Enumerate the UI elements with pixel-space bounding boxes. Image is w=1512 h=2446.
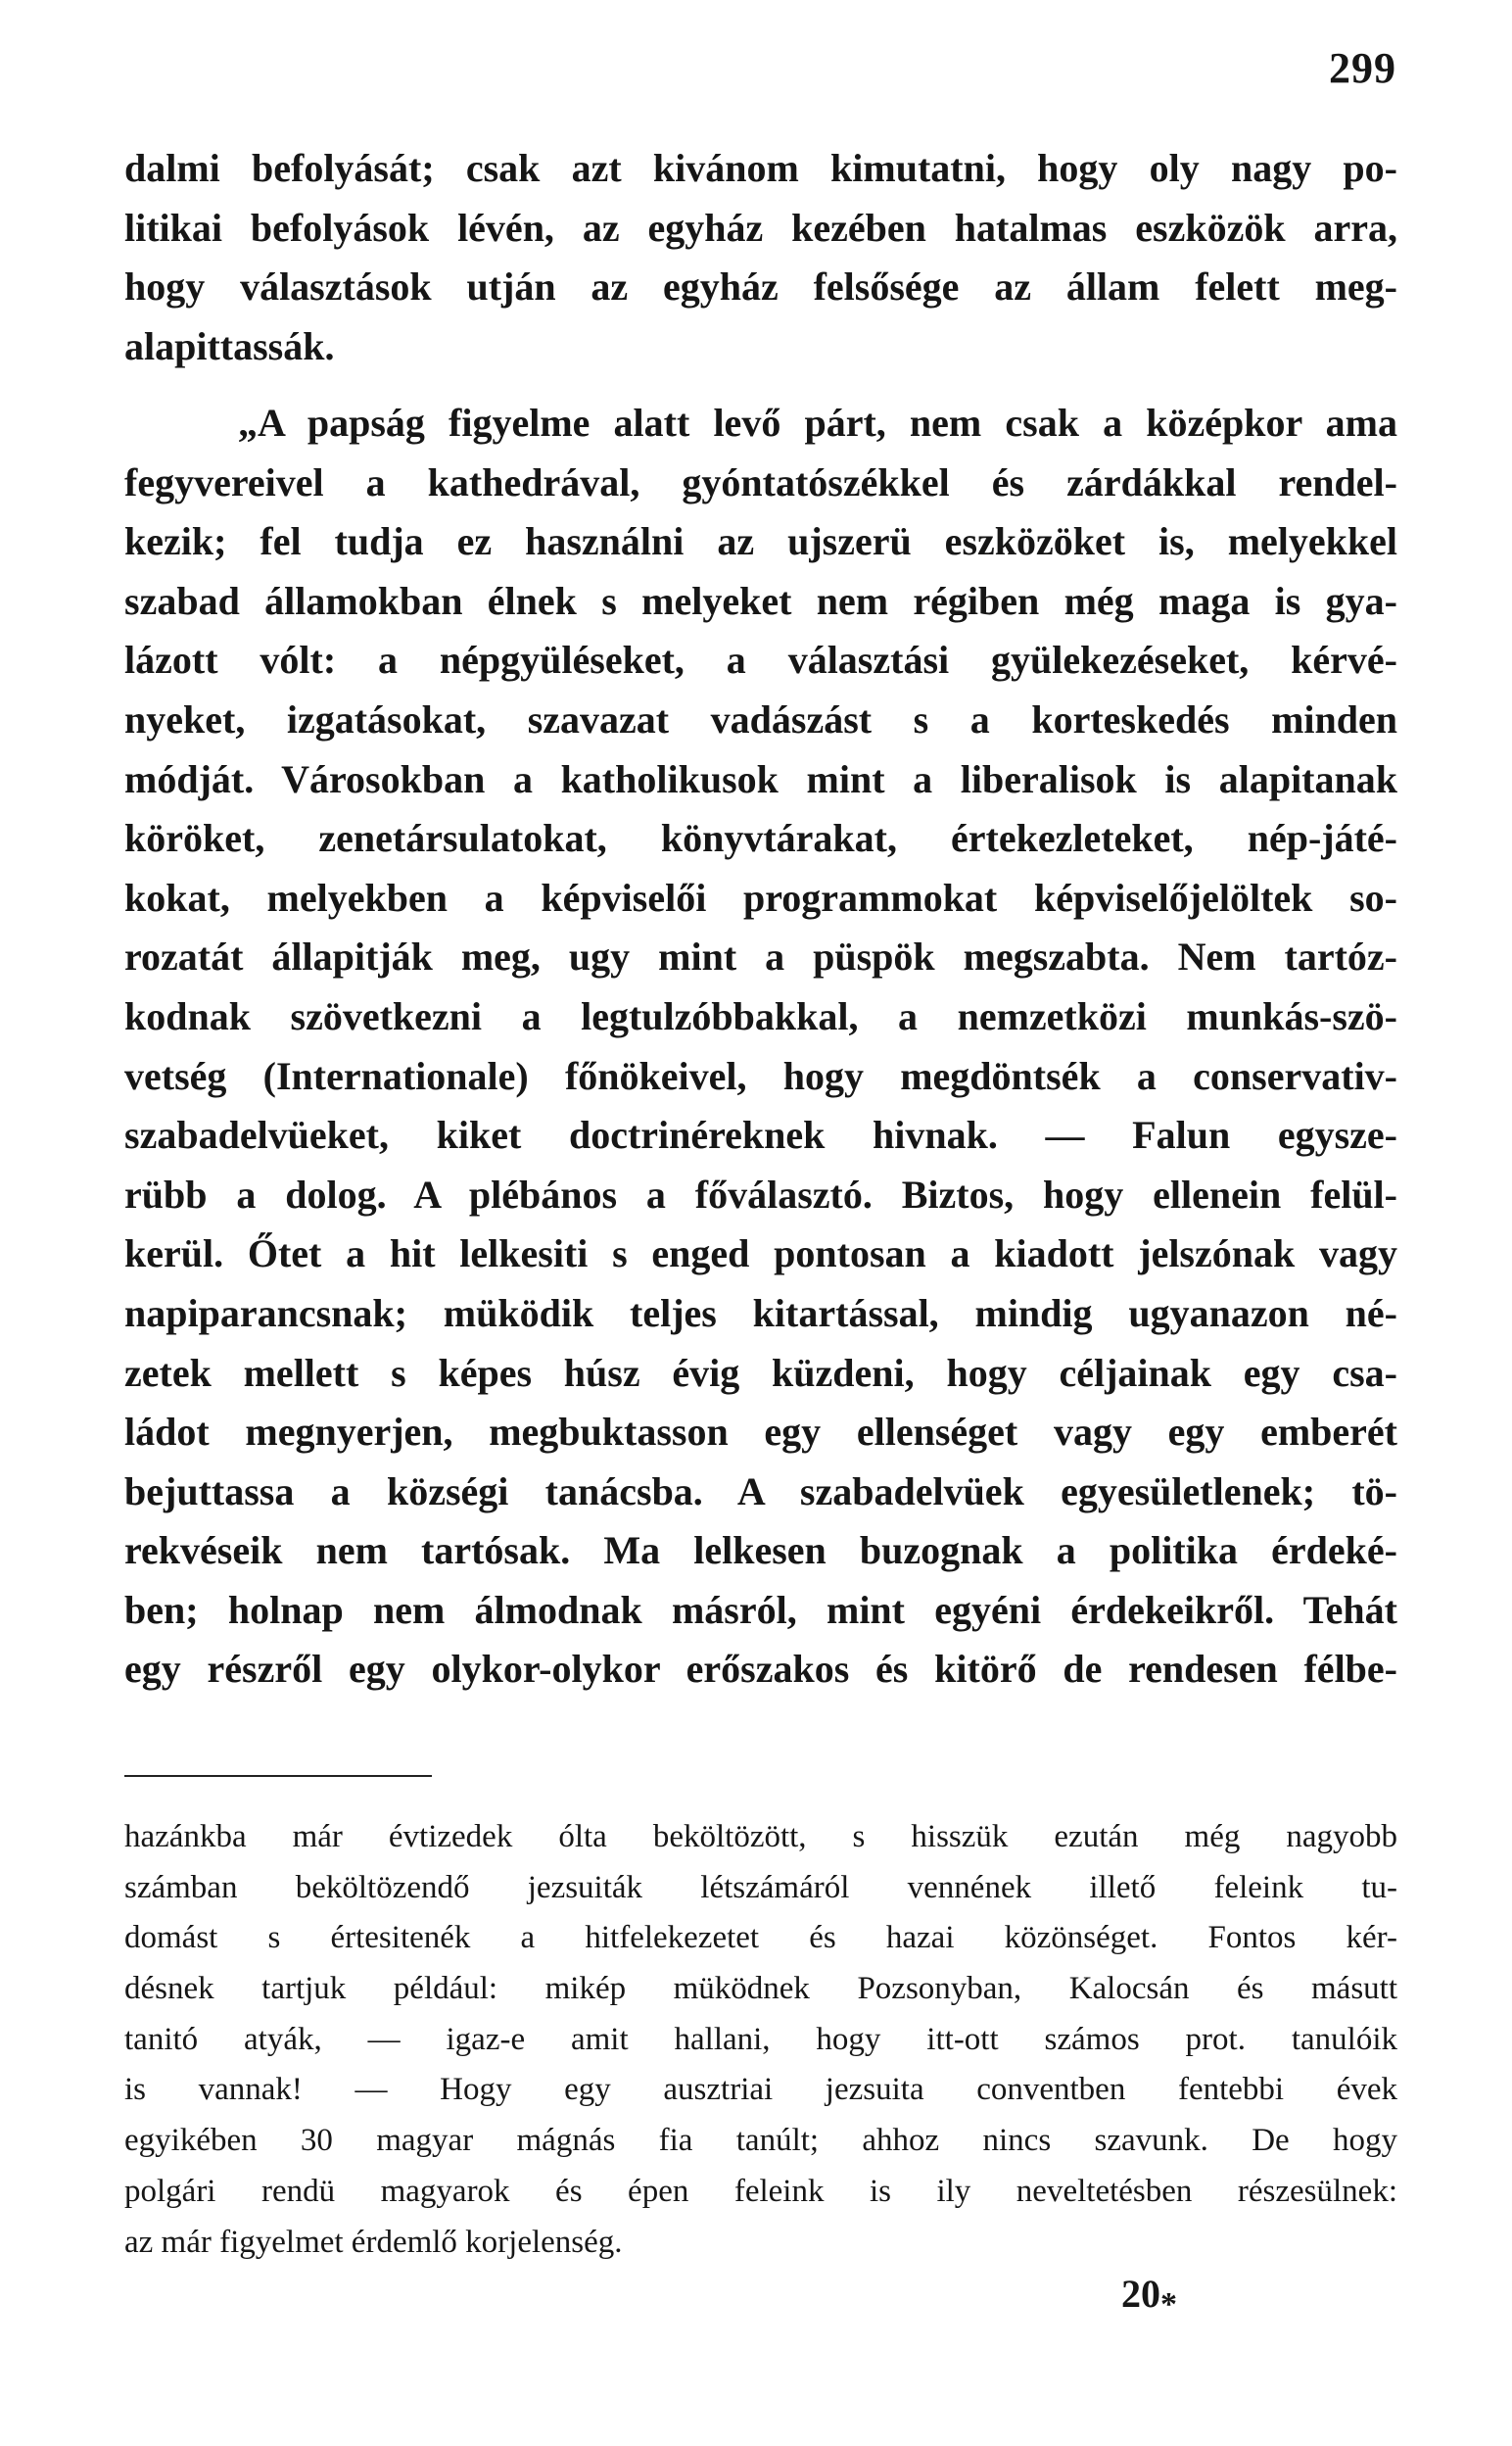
page-number: 299 [1329, 44, 1396, 92]
signature-mark [1121, 2271, 1177, 2324]
text-line: litikai befolyások lévén, az egyház kezében hatalmas eszközök arra, [124, 205, 1397, 250]
text-line: rekvéseik nem tartósak. Ma lelkesen buzognak a politika érdeké- [124, 1528, 1397, 1573]
footnote-line: hazánkba már évtizedek ólta beköltözött, s hisszük ezután még nagyobb [124, 1819, 1397, 1854]
footnote-line: domást s értesitenék a hitfelekezetet és hazai közönséget. Fontos kér- [124, 1920, 1397, 1956]
text-line: vetség (Internationale) főnökeivel, hogy megdöntsék a conservativ- [124, 1053, 1397, 1098]
text-line: kezik; fel tudja ez használni az ujszerü eszközöket is, melyekkel [124, 519, 1397, 564]
footnote-line: is vannak! — Hogy egy ausztriai jezsuita conventben fentebbi évek [124, 2072, 1397, 2108]
text-line: egy részről egy olykor-olykor erőszakos és kitörő de rendesen félbe- [124, 1647, 1397, 1692]
text-line: szabad államokban élnek s melyeket nem régiben még maga is gya- [124, 578, 1397, 623]
text-line: köröket, zenetársulatokat, könyvtárakat, értekezleteket, nép-játé- [124, 816, 1397, 861]
paragraph-2 [124, 394, 1397, 1700]
text-line: hogy választások utján az egyház felsősége az állam felett meg- [124, 264, 1397, 310]
signature-star: * [1160, 2286, 1177, 2323]
footnote [124, 1812, 1397, 2268]
footnote-line: egyikében 30 magyar mágnás fia tanúlt; ahhoz nincs szavunk. De hogy [124, 2123, 1397, 2159]
footnote-divider [124, 1775, 432, 1777]
text-line: szabadelvüeket, kiket doctrinéreknek hivnak. — Falun egysze- [124, 1113, 1397, 1158]
text-line: ládot megnyerjen, megbuktasson egy ellenséget vagy egy emberét [124, 1410, 1397, 1455]
footnote-line: polgári rendü magyarok és épen feleink is ily neveltetésben részesülnek: [124, 2173, 1397, 2209]
text-line: rübb a dolog. A plébános a főválasztó. Biztos, hogy ellenein felül- [124, 1172, 1397, 1217]
text-line: kokat, melyekben a képviselői programmokat képviselőjelöltek so- [124, 875, 1397, 920]
signature-number: 20 [1121, 2272, 1160, 2316]
text-line: módját. Városokban a katholikusok mint a liberalisok is alapitanak [124, 756, 1397, 801]
text-line: ben; holnap nem álmodnak másról, mint egyéni érdekeikről. Tehát [124, 1587, 1397, 1632]
footnote-line: tanitó atyák, — igaz-e amit hallani, hogy itt-ott számos prot. tanulóik [124, 2021, 1397, 2057]
text-line: zetek mellett s képes húsz évig küzdeni, hogy céljainak egy csa- [124, 1350, 1397, 1395]
footnote-line: az már figyelmet érdemlő korjelenség. [124, 2224, 623, 2260]
text-line: kerül. Őtet a hit lelkesiti s enged pontosan a kiadott jelszónak vagy [124, 1231, 1397, 1276]
text-line: nyeket, izgatásokat, szavazat vadászást s a korteskedés minden [124, 696, 1397, 742]
text-line: lázott vólt: a népgyüléseket, a választási gyülekezéseket, kérvé- [124, 638, 1397, 683]
text-line: rozatát állapitják meg, ugy mint a püspök megszabta. Nem tartóz- [124, 935, 1397, 980]
text-line: alapittassák. [124, 323, 335, 368]
text-line: kodnak szövetkezni a legtulzóbbakkal, a nemzetközi munkás-szö- [124, 993, 1397, 1038]
text-line: „A papság figyelme alatt levő párt, nem csak a középkor ama [238, 401, 1397, 445]
text-line: bejuttassa a községi tanácsba. A szabadelvüek egyesületlenek; tö- [124, 1468, 1397, 1513]
text-line: napiparancsnak; müködik teljes kitartással, mindig ugyanazon né- [124, 1290, 1397, 1335]
footnote-line: désnek tartjuk például: mikép müködnek Pozsonyban, Kalocsán és másutt [124, 1971, 1397, 2007]
paragraph-1 [124, 139, 1397, 376]
text-line: dalmi befolyását; csak azt kivánom kimutatni, hogy oly nagy po- [124, 146, 1397, 190]
text-line: fegyvereivel a kathedrával, gyóntatószékkel és zárdákkal rendel- [124, 459, 1397, 504]
footnote-line: számban beköltözendő jezsuiták létszámáról vennének illető feleink tu- [124, 1869, 1397, 1905]
